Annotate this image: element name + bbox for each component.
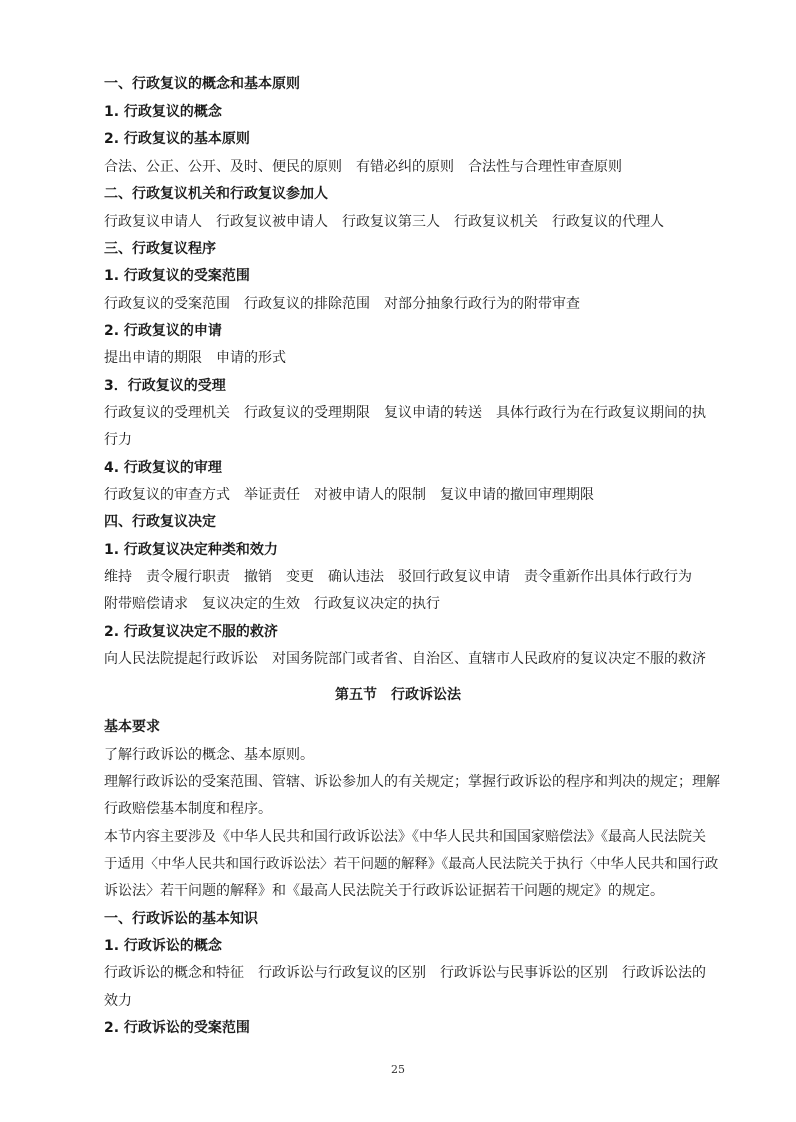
requirement-comprehend-line2: 行政赔偿基本制度和程序。	[104, 801, 272, 817]
requirement-understand: 了解行政诉讼的概念、基本原则。	[104, 747, 314, 763]
page-number: 25	[391, 1063, 405, 1076]
subheading-principles: 2. 行政复议的基本原则	[104, 131, 250, 147]
subheading-acceptance: 3．行政复议的受理	[104, 378, 226, 394]
subheading-remedy: 2. 行政复议决定不服的救济	[104, 624, 278, 640]
subheading-hearing: 4. 行政复议的审理	[104, 460, 222, 476]
laws-paragraph-line3: 诉讼法〉若干问题的解释》和《最高人民法院关于行政诉讼证据若干问题的规定》的规定。	[104, 883, 664, 899]
heading-litigation-basics: 一、行政诉讼的基本知识	[104, 911, 258, 927]
decision-types-line2: 附带赔偿请求 复议决定的生效 行政复议决定的执行	[104, 596, 440, 612]
litigation-concept-line2: 效力	[104, 993, 132, 1009]
subheading-decision-types: 1. 行政复议决定种类和效力	[104, 542, 278, 558]
heading-basic-requirements: 基本要求	[104, 719, 160, 735]
acceptance-list-line1: 行政复议的受理机关 行政复议的受理期限 复议申请的转送 具体行政行为在行政复议期间的执	[104, 405, 706, 421]
hearing-list: 行政复议的审查方式 举证责任 对被申请人的限制 复议申请的撤回审理期限	[104, 487, 594, 503]
remedy-list: 向人民法院提起行政诉讼 对国务院部门或者省、自治区、直辖市人民政府的复议决定不服的救济	[104, 651, 706, 667]
subheading-litigation-concept: 1. 行政诉讼的概念	[104, 938, 222, 954]
application-list: 提出申请的期限 申请的形式	[104, 350, 286, 366]
heading-review-decision: 四、行政复议决定	[104, 514, 216, 530]
requirement-comprehend-line1: 理解行政诉讼的受案范围、管辖、诉讼参加人的有关规定；掌握行政诉讼的程序和判决的规定；理解	[104, 774, 720, 790]
scope-list: 行政复议的受案范围 行政复议的排除范围 对部分抽象行政行为的附带审查	[104, 296, 580, 312]
litigation-concept-line1: 行政诉讼的概念和特征 行政诉讼与行政复议的区别 行政诉讼与民事诉讼的区别 行政诉讼法的	[104, 965, 706, 981]
section-title: 第五节 行政诉讼法	[335, 687, 461, 703]
heading-review-organs: 二、行政复议机关和行政复议参加人	[104, 186, 328, 202]
subheading-scope: 1. 行政复议的受案范围	[104, 268, 250, 284]
acceptance-list-line2: 行力	[104, 432, 132, 448]
laws-paragraph-line2: 于适用〈中华人民共和国行政诉讼法〉若干问题的解释》《最高人民法院关于执行〈中华人民共和国行政	[104, 856, 719, 872]
review-participants-list: 行政复议申请人 行政复议被申请人 行政复议第三人 行政复议机关 行政复议的代理人	[104, 214, 664, 230]
subheading-application: 2. 行政复议的申请	[104, 323, 222, 339]
subheading-concept: 1. 行政复议的概念	[104, 104, 222, 120]
principles-list: 合法、公正、公开、及时、便民的原则 有错必纠的原则 合法性与合理性审查原则	[104, 159, 622, 175]
laws-paragraph-line1: 本节内容主要涉及《中华人民共和国行政诉讼法》《中华人民共和国国家赔偿法》《最高人民法院关	[104, 829, 706, 845]
heading-admin-review-concept: 一、行政复议的概念和基本原则	[104, 76, 300, 92]
heading-review-procedure: 三、行政复议程序	[104, 241, 216, 257]
decision-types-line1: 维持 责令履行职责 撤销 变更 确认违法 驳回行政复议申请 责令重新作出具体行政行为	[104, 569, 692, 585]
subheading-litigation-scope: 2. 行政诉讼的受案范围	[104, 1020, 250, 1036]
